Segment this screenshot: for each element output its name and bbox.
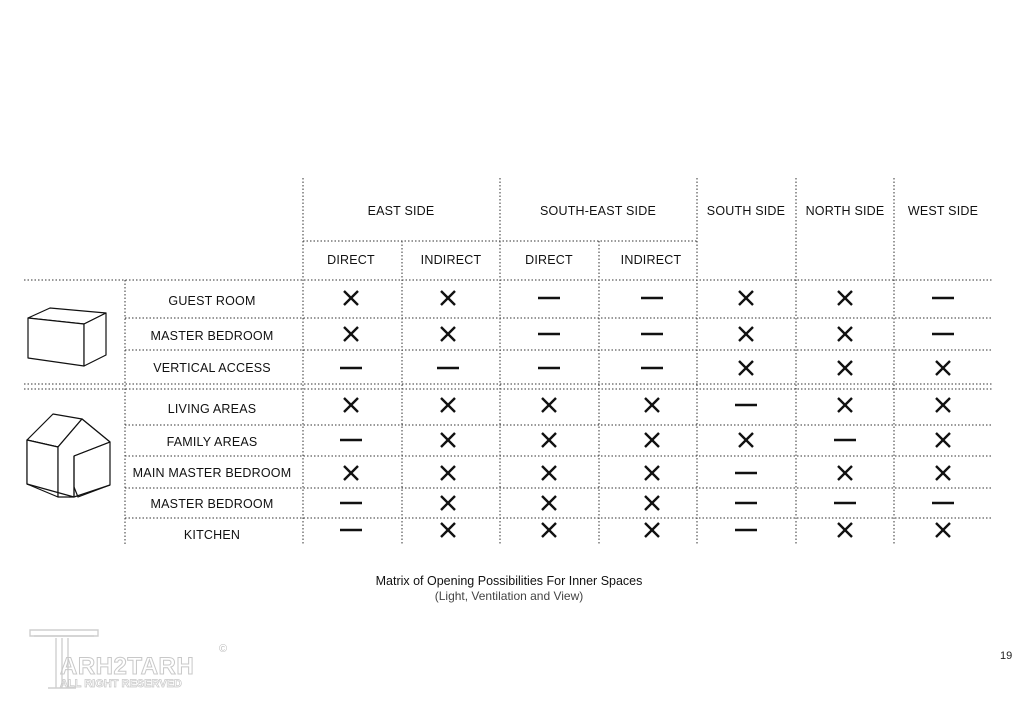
- cross-mark: [838, 361, 852, 375]
- cross-mark: [542, 496, 556, 510]
- box-building-icon: [28, 308, 106, 366]
- cross-mark: [645, 398, 659, 412]
- cross-mark: [542, 433, 556, 447]
- row-label-main-master-bedroom: MAIN MASTER BEDROOM: [132, 466, 292, 480]
- subheader-southeast-direct: DIRECT: [525, 253, 573, 267]
- cross-mark: [645, 466, 659, 480]
- cross-mark: [936, 433, 950, 447]
- cross-mark: [441, 291, 455, 305]
- row-label-kitchen: KITCHEN: [183, 528, 241, 542]
- cross-mark: [739, 433, 753, 447]
- subheader-east-indirect: INDIRECT: [420, 253, 482, 267]
- cross-mark: [645, 523, 659, 537]
- row-label-living-areas: LIVING AREAS: [167, 402, 257, 416]
- cross-mark: [441, 523, 455, 537]
- cross-mark: [441, 398, 455, 412]
- cross-mark: [344, 327, 358, 341]
- row-label-family-areas: FAMILY AREAS: [166, 435, 258, 449]
- row-label-master-bedroom: MASTER BEDROOM: [150, 329, 274, 343]
- cross-mark: [838, 466, 852, 480]
- svg-text:ALL RIGHT RESERVED: ALL RIGHT RESERVED: [60, 678, 182, 690]
- row-label-vertical-access: VERTICAL ACCESS: [153, 361, 271, 375]
- subheader-east-direct: DIRECT: [327, 253, 375, 267]
- svg-text:ARH2TARH: ARH2TARH: [60, 653, 195, 680]
- cross-mark: [838, 327, 852, 341]
- cross-mark: [645, 496, 659, 510]
- cross-mark: [441, 496, 455, 510]
- header-west-side: WEST SIDE: [907, 204, 979, 218]
- caption-title: Matrix of Opening Possibilities For Inner Spaces: [375, 574, 643, 588]
- cross-mark: [441, 433, 455, 447]
- cross-mark: [441, 466, 455, 480]
- page-number: 19: [1000, 650, 1013, 662]
- caption-subtitle: (Light, Ventilation and View): [434, 589, 584, 603]
- cross-mark: [739, 361, 753, 375]
- house-gable-icon: [27, 414, 110, 497]
- cross-mark: [441, 327, 455, 341]
- cross-mark: [542, 398, 556, 412]
- cross-mark: [936, 523, 950, 537]
- cross-mark: [936, 361, 950, 375]
- header-north-side: NORTH SIDE: [805, 204, 885, 218]
- cross-mark: [838, 291, 852, 305]
- cross-mark: [739, 291, 753, 305]
- cross-mark: [838, 398, 852, 412]
- cross-mark: [542, 523, 556, 537]
- cross-mark: [542, 466, 556, 480]
- cross-mark: [344, 466, 358, 480]
- subheader-southeast-indirect: INDIRECT: [620, 253, 682, 267]
- row-label-master-bedroom-2: MASTER BEDROOM: [150, 497, 274, 511]
- cross-mark: [936, 466, 950, 480]
- svg-text:©: ©: [219, 643, 228, 655]
- row-label-guest-room: GUEST ROOM: [168, 294, 256, 308]
- cross-mark: [936, 398, 950, 412]
- cross-mark: [645, 433, 659, 447]
- header-south-east-side: SOUTH-EAST SIDE: [540, 204, 656, 218]
- tarh2tarh-logo: [26, 624, 241, 694]
- cross-mark: [739, 327, 753, 341]
- header-south-side: SOUTH SIDE: [706, 204, 786, 218]
- cross-mark: [344, 398, 358, 412]
- cross-mark: [838, 523, 852, 537]
- header-east-side: EAST SIDE: [367, 204, 435, 218]
- cross-mark: [344, 291, 358, 305]
